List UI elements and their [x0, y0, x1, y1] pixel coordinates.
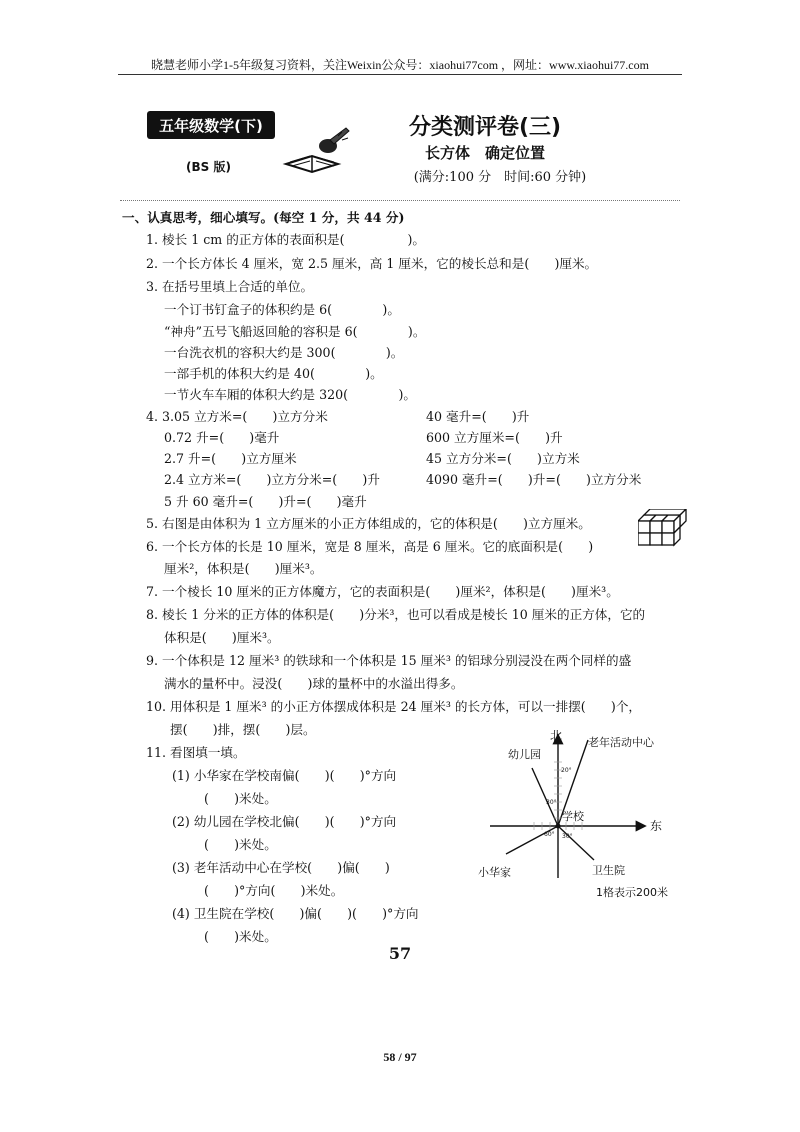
- cube-figure: [638, 509, 690, 559]
- section-heading: 一、认真思考，细心填写。(每空 1 分，共 44 分): [122, 210, 405, 225]
- question-8-cont: 体积是( )厘米³。: [164, 630, 280, 645]
- page-subtitle: 长方体 确定位置: [424, 144, 545, 162]
- question-10: 10. 用体积是 1 厘米³ 的小正方体摆成体积是 24 厘米³ 的长方体，可以一排摆( )个，: [146, 699, 642, 714]
- question-3: 3. 在括号里填上合适的单位。: [146, 279, 314, 294]
- question-4-item: 2.4 立方米=( )立方分米=( )升: [164, 472, 380, 487]
- question-4-item: 600 立方厘米=( )升: [426, 430, 563, 445]
- question-11-1-cont: ( )米处。: [204, 791, 277, 806]
- map-angle: 20°: [561, 767, 572, 774]
- question-4-item: 4. 3.05 立方米=( )立方分米: [146, 409, 328, 424]
- divider: [120, 200, 680, 201]
- question-4-item: 5 升 60 毫升=( )升=( )毫升: [164, 494, 367, 509]
- pdf-page-counter: 58 / 97: [383, 1050, 417, 1064]
- map-label-kindergarten: 幼儿园: [508, 748, 541, 761]
- site-header: 晓慧老师小学1-5年级复习资料，关注Weixin公众号：xiaohui77com ，网址：www.xiaohui77.com: [151, 58, 649, 72]
- map-scale: 1格表示200米: [596, 886, 668, 899]
- question-4-item: 40 毫升=( )升: [426, 409, 530, 424]
- map-label-north: 北: [550, 729, 563, 743]
- question-3-item: “神舟”五号飞船返回舱的容积是 6( )。: [164, 324, 426, 339]
- map-line-clinic: [558, 826, 594, 860]
- page-title: 分类测评卷(三): [408, 115, 562, 140]
- question-11-1: (1) 小华家在学校南偏( )( )°方向: [172, 768, 397, 783]
- map-label-east: 东: [650, 819, 663, 833]
- question-8: 8. 棱长 1 分米的正方体的体积是( )分米³，也可以看成是棱长 10 厘米的正方体，它的: [146, 607, 646, 622]
- question-4-item: 45 立方分米=( )立方米: [426, 451, 580, 466]
- question-9-cont: 满水的量杯中。浸没( )球的量杯中的水溢出得多。: [164, 676, 464, 691]
- direction-map: [470, 728, 700, 908]
- question-3-item: 一个订书钉盒子的体积约是 6( )。: [164, 302, 400, 317]
- question-11-3-cont: ( )°方向( )米处。: [204, 883, 344, 898]
- question-11: 11. 看图填一填。: [146, 745, 246, 760]
- question-6-cont: 厘米²，体积是( )厘米³。: [164, 561, 323, 576]
- header-rule: [118, 74, 682, 75]
- page-number: 57: [388, 944, 412, 963]
- edition-label: (BS 版): [186, 160, 231, 174]
- exam-meta: (满分:100 分 时间:60 分钟): [413, 170, 587, 185]
- school-point: [556, 824, 561, 829]
- question-7: 7. 一个棱长 10 厘米的正方体魔方，它的表面积是( )厘米²，体积是( )厘米³。: [146, 584, 619, 599]
- map-label-home: 小华家: [478, 866, 511, 879]
- map-angle: 30°: [546, 799, 557, 806]
- map-line-kindergarten: [532, 768, 558, 826]
- map-label-clinic: 卫生院: [592, 864, 625, 877]
- question-10-cont: 摆( )排，摆( )层。: [170, 722, 316, 737]
- question-5: 5. 右图是由体积为 1 立方厘米的小正方体组成的，它的体积是( )立方厘米。: [146, 516, 591, 531]
- question-6: 6. 一个长方体的长是 10 厘米，宽是 8 厘米，高是 6 厘米。它的底面积是( ): [146, 539, 594, 554]
- question-4-item: 4090 毫升=( )升=( )立方分米: [426, 472, 642, 487]
- question-11-3: (3) 老年活动中心在学校( )偏( ): [172, 860, 390, 875]
- grade-badge: 五年级数学(下): [147, 111, 275, 139]
- map-label-school: 学校: [562, 810, 584, 823]
- question-3-item: 一部手机的体积大约是 40( )。: [164, 366, 383, 381]
- question-11-2: (2) 幼儿园在学校北偏( )( )°方向: [172, 814, 397, 829]
- question-11-4-cont: ( )米处。: [204, 929, 277, 944]
- question-3-item: 一台洗衣机的容积大约是 300( )。: [164, 345, 404, 360]
- question-1: 1. 棱长 1 cm 的正方体的表面积是( )。: [146, 232, 425, 247]
- map-label-senior-center: 老年活动中心: [588, 736, 654, 749]
- question-4-item: 0.72 升=( )毫升: [164, 430, 280, 445]
- question-2: 2. 一个长方体长 4 厘米，宽 2.5 厘米，高 1 厘米，它的棱长总和是( )厘米。: [146, 256, 598, 271]
- book-icon: [282, 126, 354, 176]
- question-11-2-cont: ( )米处。: [204, 837, 277, 852]
- question-3-item: 一节火车车厢的体积大约是 320( )。: [164, 387, 416, 402]
- map-angle: 60°: [544, 831, 555, 838]
- map-angle: 30°: [562, 833, 573, 840]
- question-4-item: 2.7 升=( )立方厘米: [164, 451, 297, 466]
- question-9: 9. 一个体积是 12 厘米³ 的铁球和一个体积是 15 厘米³ 的铝球分别浸没在两个同样的盛: [146, 653, 632, 668]
- question-11-4: (4) 卫生院在学校( )偏( )( )°方向: [172, 906, 419, 921]
